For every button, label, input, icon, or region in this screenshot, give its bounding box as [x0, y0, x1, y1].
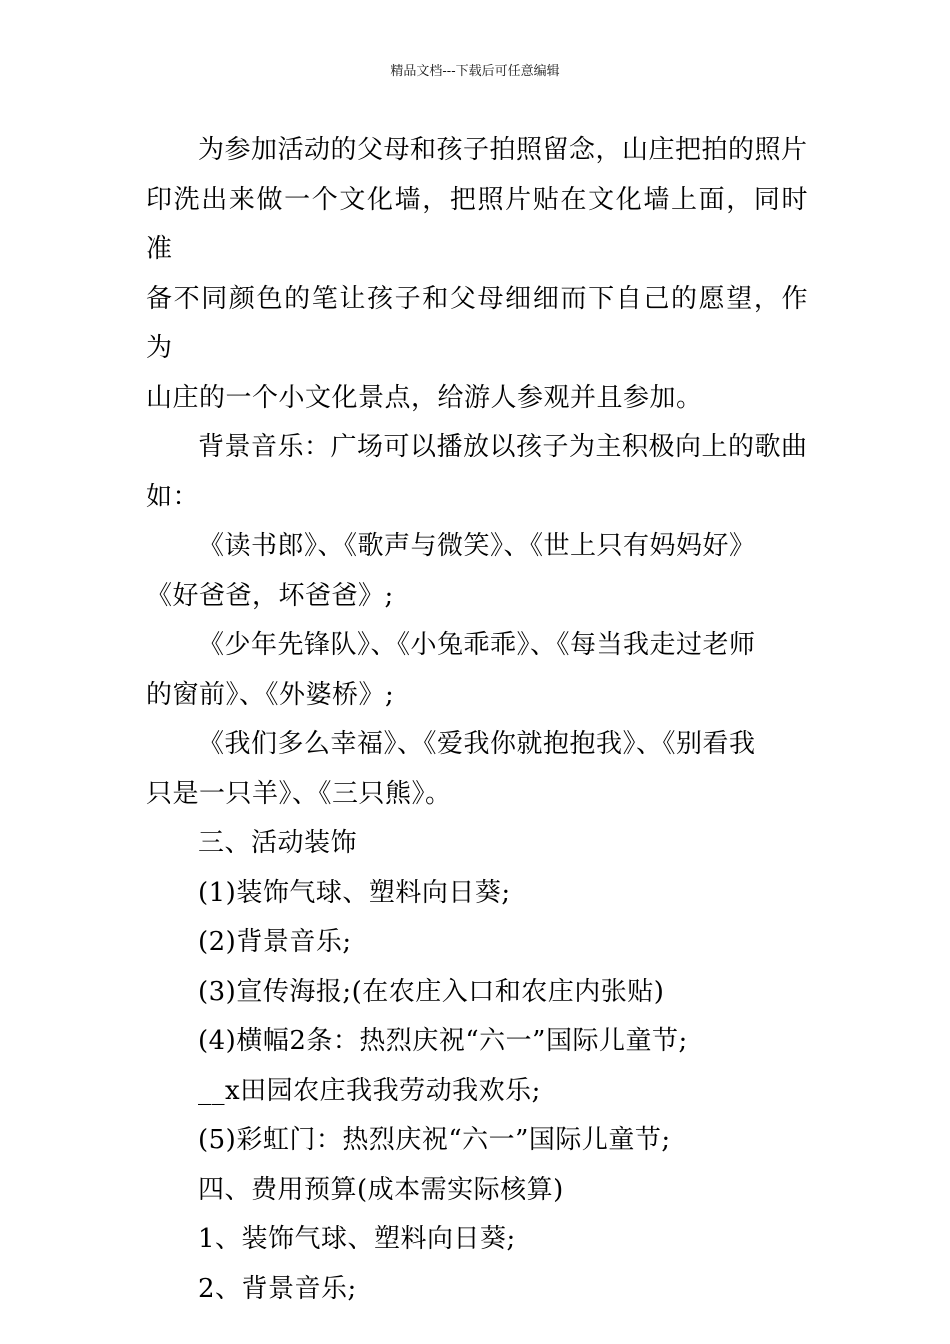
section-heading-budget: 四、费用预算(成本需实际核算)	[198, 1174, 564, 1205]
paragraph-line: 备不同颜色的笔让孩子和父母细细而下自己的愿望，作为	[146, 283, 808, 363]
paragraph-song-list-1	[146, 522, 808, 621]
list-item: (4)横幅2条：热烈庆祝“六一”国际儿童节;	[198, 1026, 688, 1056]
list-item: 2、背景音乐;	[198, 1273, 357, 1304]
paragraph-song-list-2	[146, 621, 808, 720]
document-body	[146, 126, 808, 1314]
paragraph-line: 如：	[146, 481, 200, 512]
paragraph-song-list-3	[146, 720, 808, 819]
paragraph-line: 山庄的一个小文化景点，给游人参观并且参加。	[146, 382, 703, 413]
paragraph-line: 《读书郎》、《歌声与微笑》、《世上只有妈妈好》	[198, 531, 756, 561]
paragraph-line: 只是一只羊》、《三只熊》。	[146, 778, 452, 809]
list-item: (3)宣传海报;(在农庄入口和农庄内张贴)	[198, 976, 665, 1007]
paragraph-line: 《我们多么幸福》、《爱我你就抱抱我》、《别看我	[198, 729, 756, 759]
paragraph-background-music	[146, 423, 808, 522]
section-heading-decoration: 三、活动装饰	[198, 828, 358, 858]
paragraph-line: 《少年先锋队》、《小兔乖乖》、《每当我走过老师	[198, 630, 756, 660]
page-header: 精品文档---下载后可任意编辑	[390, 64, 560, 79]
list-item: (5)彩虹门：热烈庆祝“六一”国际儿童节;	[198, 1125, 671, 1155]
paragraph-photo-wall	[146, 126, 808, 423]
paragraph-line: 的窗前》、《外婆桥》;	[146, 679, 395, 710]
paragraph-line: 为参加活动的父母和孩子拍照留念，山庄把拍的照片	[198, 135, 808, 165]
paragraph-line: 印洗出来做一个文化墙，把照片贴在文化墙上面，同时准	[146, 184, 808, 264]
list-item: __x田园农庄我我劳动我欢乐;	[198, 1075, 541, 1106]
paragraph-line: 《好爸爸，坏爸爸》;	[146, 580, 394, 611]
list-item: 1、装饰气球、塑料向日葵;	[198, 1224, 516, 1254]
list-item: (2)背景音乐;	[198, 927, 352, 957]
paragraph-line: 背景音乐：广场可以播放以孩子为主积极向上的歌曲	[198, 432, 808, 462]
list-item: (1)装饰气球、塑料向日葵;	[198, 877, 511, 908]
